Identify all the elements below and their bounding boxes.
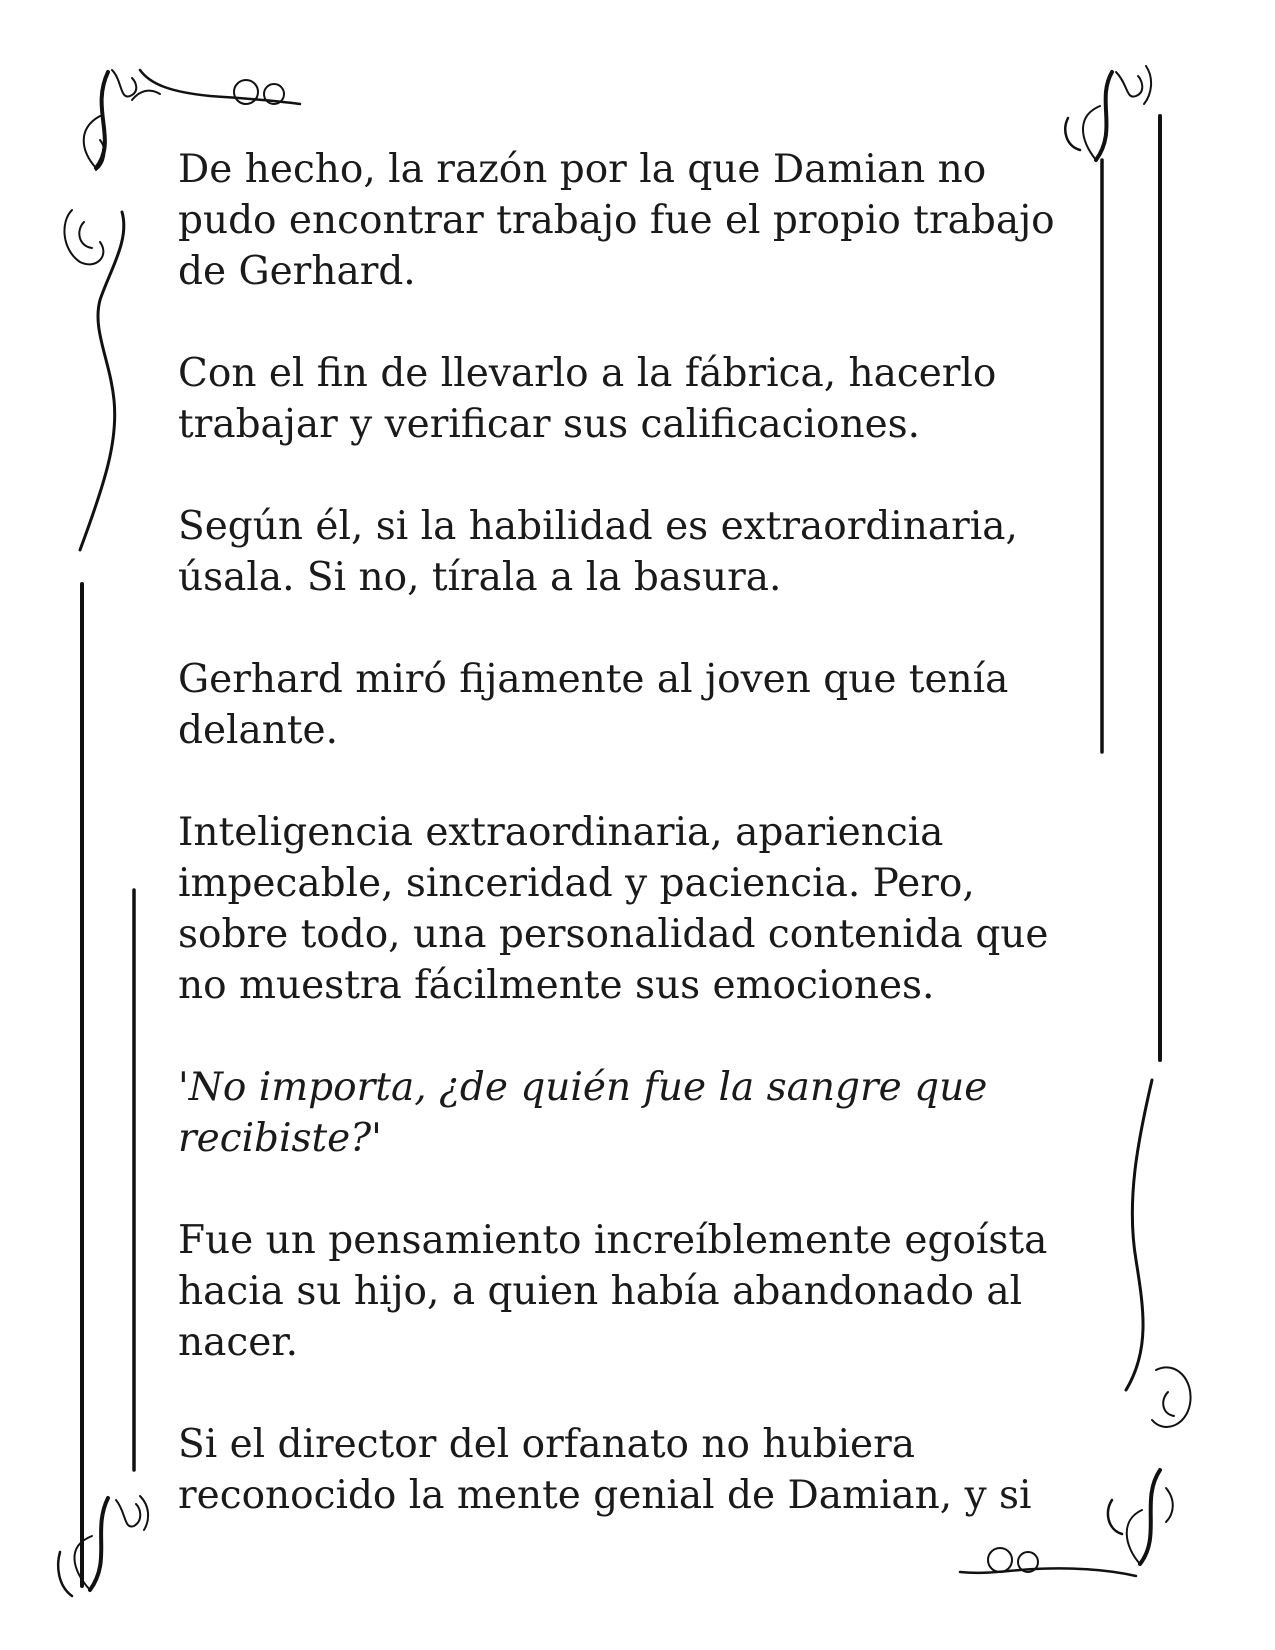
paragraph: Según él, si la habilidad es extraordinaria, úsala. Si no, tírala a la basura. — [178, 504, 1018, 600]
paragraph: Con el fin de llevarlo a la fábrica, hacerlo trabajar y verificar sus calificaciones. — [178, 351, 997, 447]
document-body — [178, 144, 1078, 1521]
paragraph: Fue un pensamiento increíblemente egoísta hacia su hijo, a quien había abandonado al nacer. — [178, 1218, 1048, 1365]
paragraph: Gerhard miró fijamente al joven que tenía delante. — [178, 657, 1009, 753]
paragraph: Inteligencia extraordinaria, apariencia impecable, sinceridad y paciencia. Pero, sobre todo, una personalidad contenida que no muestra fácilmente sus emociones. — [178, 810, 1049, 1008]
paragraph: Si el director del orfanato no hubiera reconocido la mente genial de Damian, y si — [178, 1422, 1032, 1518]
paragraph: De hecho, la razón por la que Damian no pudo encontrar trabajo fue el propio trabajo de Gerhard. — [178, 147, 1055, 294]
paragraph-italic-quote: 'No importa, ¿de quién fue la sangre que recibiste?' — [178, 1065, 988, 1161]
top-right-flourish — [1065, 66, 1151, 160]
bottom-left-flourish — [58, 1496, 148, 1596]
